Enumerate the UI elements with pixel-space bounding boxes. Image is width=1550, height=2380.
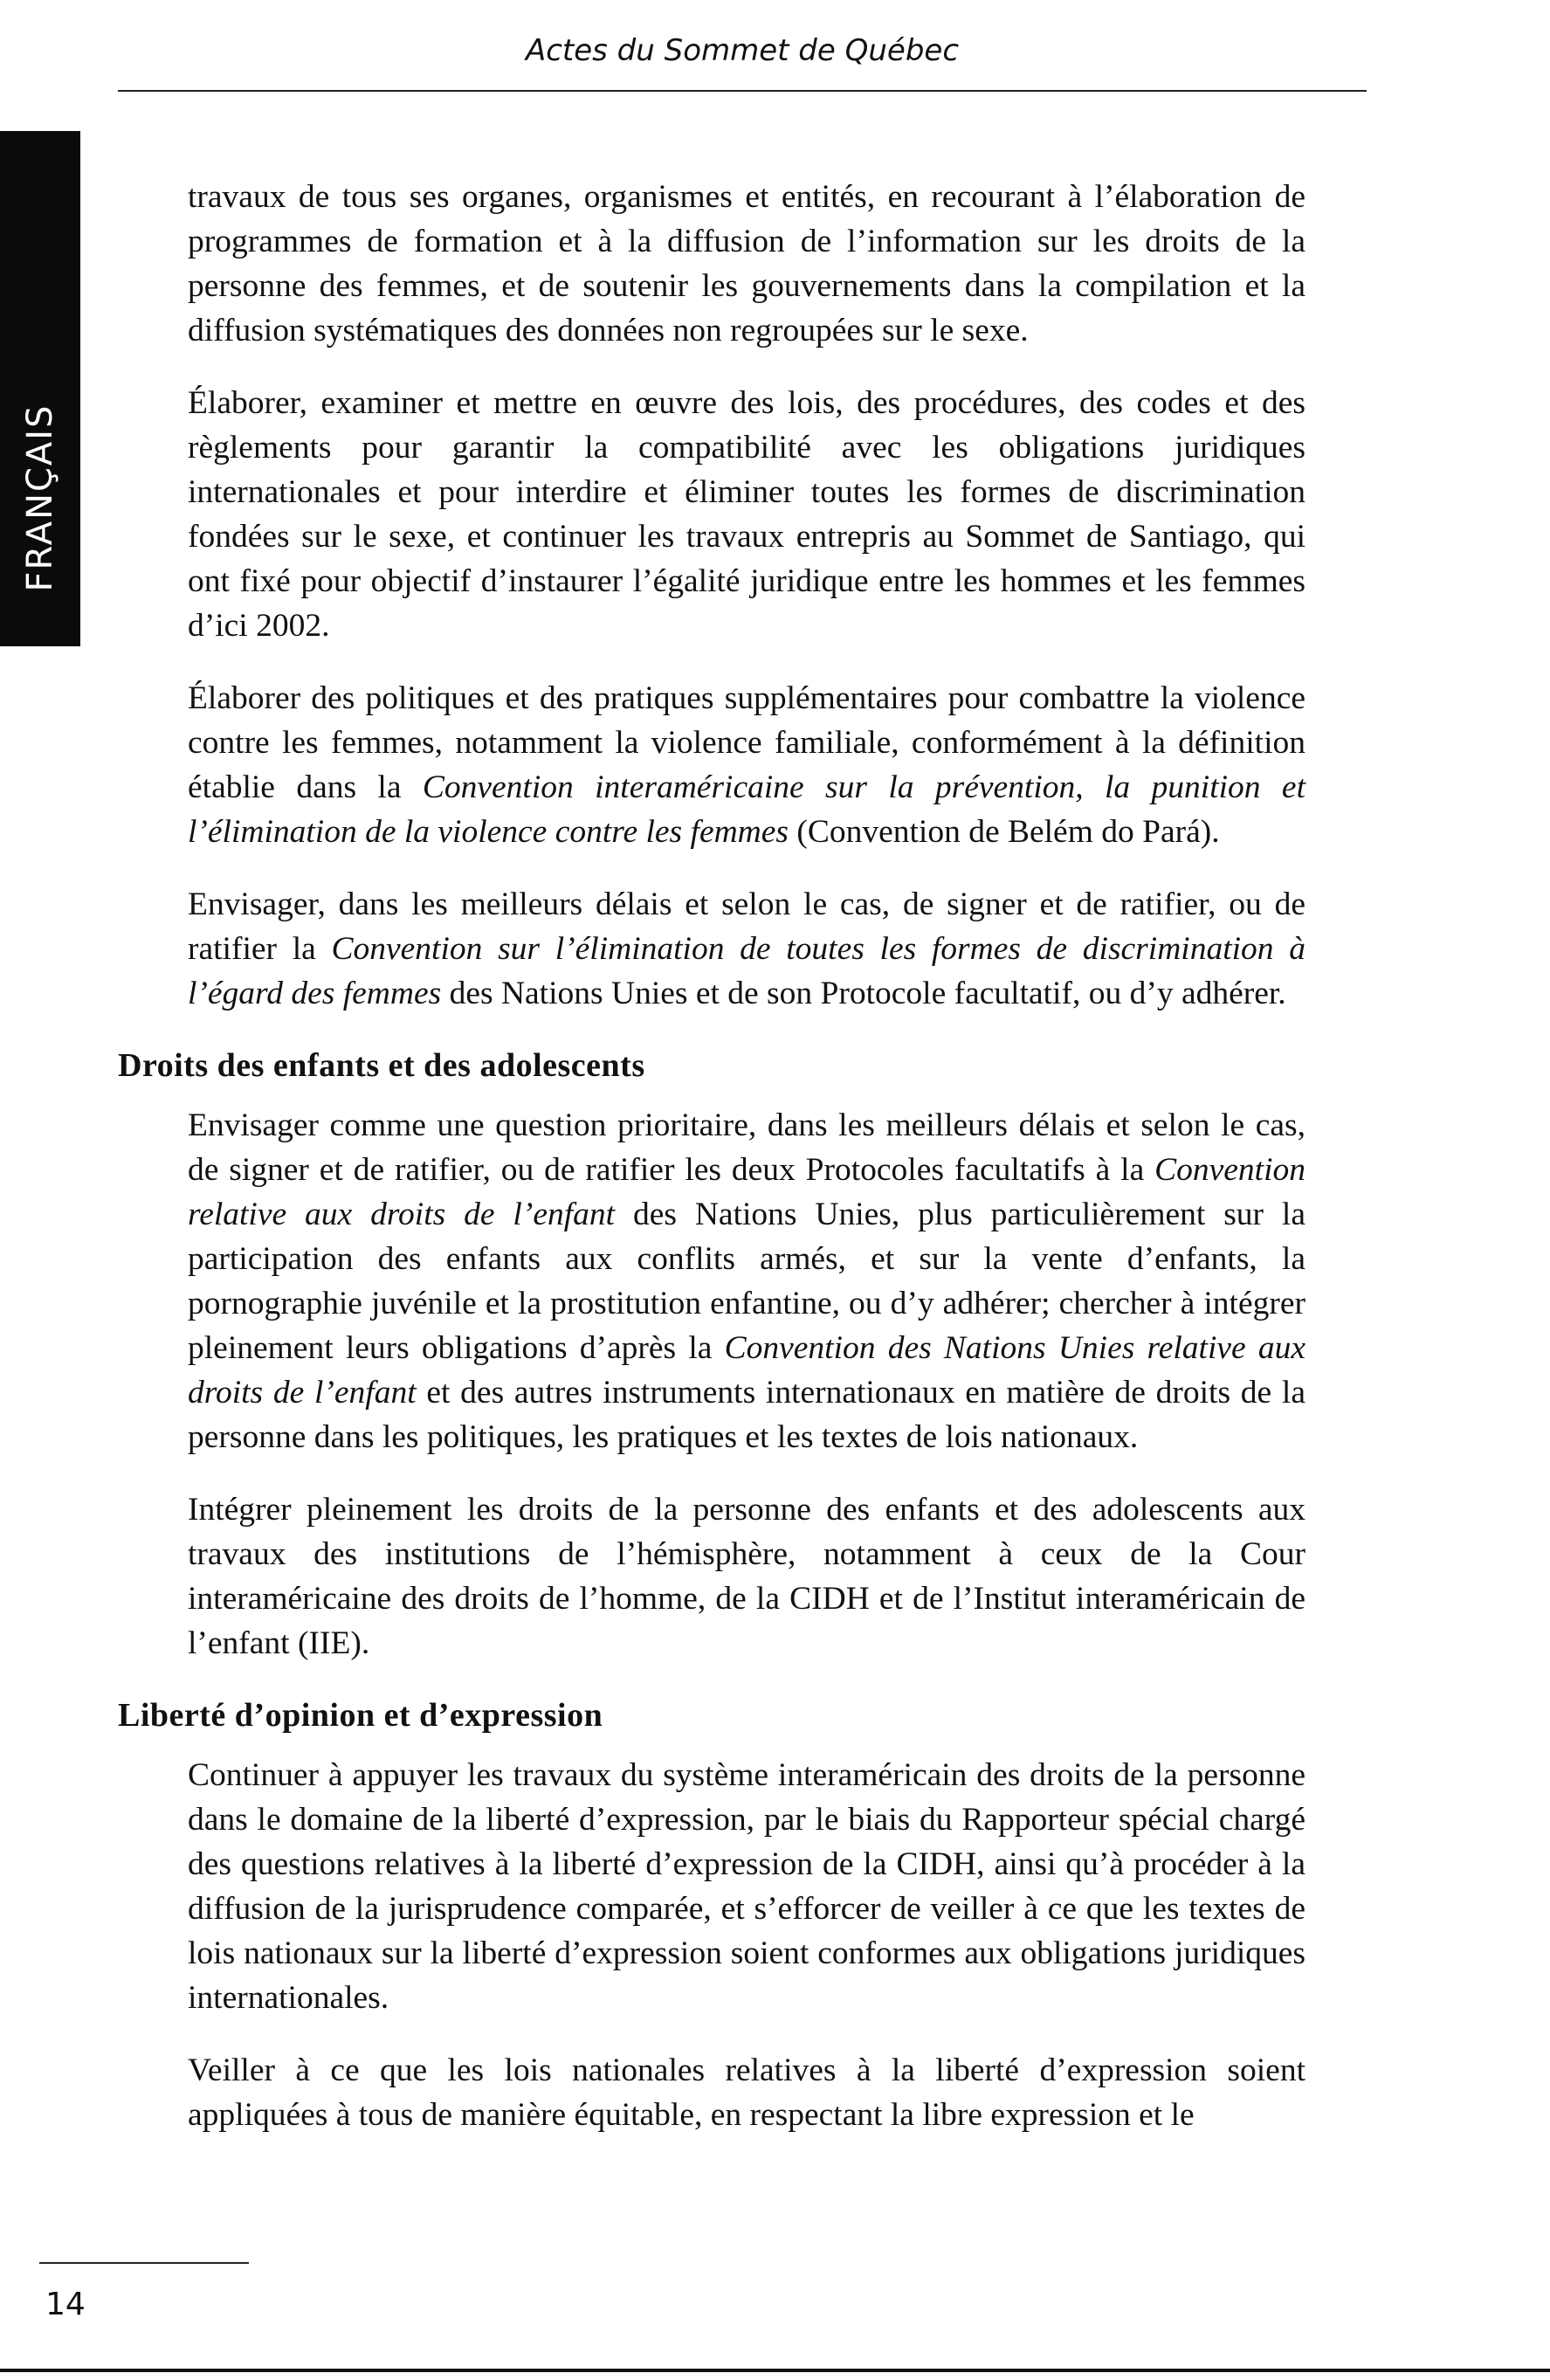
- text-run: et des autres instruments internationaux en matière de droits de la personne dans les politiques, les pratiques et les textes de lois nationaux.: [188, 1375, 1305, 1455]
- text-run: (Convention de Belém do Pará).: [788, 814, 1220, 850]
- paragraph: [188, 1487, 1305, 1666]
- body-text: [118, 175, 1367, 2165]
- running-header: Actes du Sommet de Québec: [525, 33, 960, 68]
- paragraph: [188, 381, 1305, 648]
- italic-title-run: Convention relative aux droits de l’enfant: [188, 1152, 1305, 1232]
- section-heading-children-rights: Droits des enfants et des adolescents: [118, 1047, 645, 1084]
- italic-title-run: Convention sur l’élimination de toutes les formes de discrimination à l’égard des femmes: [188, 931, 1305, 1011]
- header-rule: [118, 90, 1367, 92]
- text-run: Veiller à ce que les lois nationales relatives à la liberté d’expression soient appliquées à tous de manière équitable, en respectant la libre expression et le: [188, 2052, 1305, 2133]
- page-bottom-edge: [0, 2369, 1550, 2372]
- paragraph: [188, 882, 1305, 1016]
- paragraph: [188, 2048, 1305, 2137]
- footer-rule: [39, 2262, 249, 2264]
- section-heading-freedom-expression: Liberté d’opinion et d’expression: [118, 1697, 603, 1734]
- text-run: Élaborer, examiner et mettre en œuvre des lois, des procédures, des codes et des règlements pour garantir la compatibilité avec les obligations juridiques internationales et pour interdire et éliminer toutes les formes de discrimination fondées sur le sexe, et continuer les travaux entrepris au Sommet de Santiago, qui ont fixé pour objectif d’instaurer l’égalité juridique entre les hommes et les femmes d’ici 2002.: [188, 385, 1305, 644]
- text-run: travaux de tous ses organes, organismes et entités, en recourant à l’élaboration de programmes de formation et à la diffusion de l’information sur les droits de la personne des femmes, et de soutenir les gouvernements dans la compilation et la diffusion systématiques des données non regroupées sur le sexe.: [188, 179, 1305, 348]
- italic-title-run: Convention interaméricaine sur la prévention, la punition et l’élimination de la violence contre les femmes: [188, 769, 1305, 850]
- paragraph: [188, 175, 1305, 353]
- paragraph: [188, 1753, 1305, 2020]
- language-side-tab: [0, 131, 80, 646]
- text-run: des Nations Unies, plus particulièrement sur la participation des enfants aux conflits armés, et sur la vente d’enfants, la pornographie juvénile et la prostitution enfantine, ou d’y adhérer; chercher à intégrer pleinement leurs obligations d’après la: [188, 1197, 1305, 1366]
- language-side-tab-label: FRANÇAIS: [20, 404, 60, 592]
- text-run: Élaborer des politiques et des pratiques supplémentaires pour combattre la violence contre les femmes, notamment la violence familiale, conformément à la définition établie dans la: [188, 680, 1305, 805]
- text-run: Continuer à appuyer les travaux du système interaméricain des droits de la personne dans le domaine de la liberté d’expression, par le biais du Rapporteur spécial chargé des questions relatives à la liberté d’expression de la CIDH, ainsi qu’à procéder à la diffusion de la jurisprudence comparée, et s’efforcer de veiller à ce que les textes de lois nationaux sur la liberté d’expression soient conformes aux obligations juridiques internationales.: [188, 1757, 1305, 2016]
- text-run: Envisager comme une question prioritaire, dans les meilleurs délais et selon le cas, de signer et de ratifier, ou de ratifier les deux Protocoles facultatifs à la: [188, 1107, 1305, 1188]
- italic-title-run: Convention des Nations Unies relative aux droits de l’enfant: [188, 1330, 1305, 1411]
- page-number: 14: [45, 2287, 86, 2322]
- paragraph: [188, 1103, 1305, 1459]
- text-run: Envisager, dans les meilleurs délais et selon le cas, de signer et de ratifier, ou de ratifier la: [188, 886, 1305, 967]
- text-run: Intégrer pleinement les droits de la personne des enfants et des adolescents aux travaux des institutions de l’hémisphère, notamment à ceux de la Cour interaméricaine des droits de l’homme, de la CIDH et de l’Institut interaméricain de l’enfant (IIE).: [188, 1492, 1305, 1661]
- paragraph: [188, 676, 1305, 854]
- text-run: des Nations Unies et de son Protocole facultatif, ou d’y adhérer.: [441, 976, 1286, 1011]
